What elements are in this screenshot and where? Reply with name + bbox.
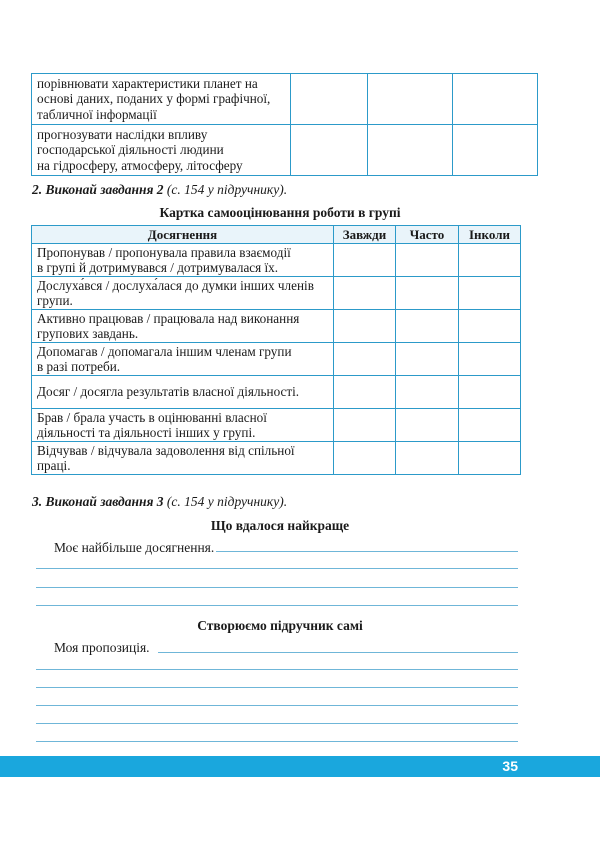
writing-line[interactable]: [158, 652, 518, 653]
column-header: Інколи: [459, 226, 521, 244]
writing-line[interactable]: [36, 568, 518, 569]
achievement-cell: Досяг / досягла результатів власної діяльності.: [32, 376, 334, 409]
header-row: [32, 226, 521, 244]
rating-cell[interactable]: [396, 409, 459, 442]
rating-cell[interactable]: [396, 310, 459, 343]
rating-cell[interactable]: [396, 244, 459, 277]
writing-line[interactable]: [36, 587, 518, 588]
rating-cell[interactable]: [334, 442, 396, 475]
table-row: [32, 310, 521, 343]
rating-cell[interactable]: [368, 125, 453, 176]
achievement-cell: Пропонував / пропонувала правила взаємодії в групі й дотримувався / дотримувалася їх.: [32, 244, 334, 277]
skill-cell: порівнювати характеристики планет на основі даних, поданих у формі графічної, табличної інформації: [32, 74, 291, 125]
rating-cell[interactable]: [368, 74, 453, 125]
table-row: [32, 125, 538, 176]
rating-cell[interactable]: [459, 244, 521, 277]
self-assessment-table: [31, 225, 521, 475]
achievement-cell: Відчував / відчувала задоволення від спільної праці.: [32, 442, 334, 475]
task-2-instruction: [32, 182, 287, 198]
task-3-instruction: [32, 494, 287, 510]
prompt-best-achievement: Моє найбільше досягнення.: [54, 540, 215, 555]
task-number: 2. Виконай завдання 2: [32, 182, 164, 197]
table-row: [32, 343, 521, 376]
prompt-proposal: Моя пропозиція.: [54, 640, 150, 655]
rating-cell[interactable]: [453, 74, 538, 125]
page-number: 35: [502, 758, 518, 774]
skills-table: [31, 73, 538, 176]
writing-line[interactable]: [36, 723, 518, 724]
table-row: [32, 74, 538, 125]
rating-cell[interactable]: [459, 409, 521, 442]
writing-line[interactable]: [36, 741, 518, 742]
table-row: [32, 244, 521, 277]
column-header: Завжди: [334, 226, 396, 244]
rating-cell[interactable]: [334, 277, 396, 310]
rating-cell[interactable]: [334, 244, 396, 277]
table-row: [32, 409, 521, 442]
column-header: Досягнення: [32, 226, 334, 244]
rating-cell[interactable]: [396, 442, 459, 475]
task-reference: (с. 154 у підручнику).: [166, 494, 288, 509]
self-assessment-title: Картка самооцінювання роботи в групі: [159, 205, 401, 220]
writing-line[interactable]: [36, 687, 518, 688]
skill-cell: прогнозувати наслідки впливу господарської діяльності людини на гідросферу, атмосферу, літосферу: [32, 125, 291, 176]
achievement-cell: Брав / брала участь в оцінюванні власної діяльності та діяльності інших у групі.: [32, 409, 334, 442]
column-header: Часто: [396, 226, 459, 244]
writing-line[interactable]: [216, 551, 518, 552]
table-row: [32, 277, 521, 310]
rating-cell[interactable]: [396, 343, 459, 376]
rating-cell[interactable]: [459, 376, 521, 409]
task-reference: (с. 154 у підручнику).: [166, 182, 288, 197]
task-number: 3. Виконай завдання 3: [32, 494, 164, 509]
achievement-cell: Активно працював / працювала над виконання групових завдань.: [32, 310, 334, 343]
rating-cell[interactable]: [334, 310, 396, 343]
rating-cell[interactable]: [334, 376, 396, 409]
writing-line[interactable]: [36, 605, 518, 606]
achievement-cell: Дослуха́вся / дослуха́лася до думки інших членів групи.: [32, 277, 334, 310]
writing-line[interactable]: [36, 669, 518, 670]
footer-bar: [0, 756, 526, 777]
rating-cell[interactable]: [459, 310, 521, 343]
section-title-textbook: Створюємо підручник самі: [197, 618, 363, 633]
rating-cell[interactable]: [459, 442, 521, 475]
rating-cell[interactable]: [334, 409, 396, 442]
rating-cell[interactable]: [291, 125, 368, 176]
rating-cell[interactable]: [291, 74, 368, 125]
rating-cell[interactable]: [453, 125, 538, 176]
achievement-cell: Допомагав / допомагала іншим членам групи в разі потреби.: [32, 343, 334, 376]
writing-line[interactable]: [36, 705, 518, 706]
rating-cell[interactable]: [334, 343, 396, 376]
rating-cell[interactable]: [396, 376, 459, 409]
rating-cell[interactable]: [459, 277, 521, 310]
section-title-best: Що вдалося найкраще: [210, 518, 350, 533]
footer-bar-end: [526, 756, 600, 777]
rating-cell[interactable]: [396, 277, 459, 310]
rating-cell[interactable]: [459, 343, 521, 376]
table-row: [32, 442, 521, 475]
table-row: [32, 376, 521, 409]
